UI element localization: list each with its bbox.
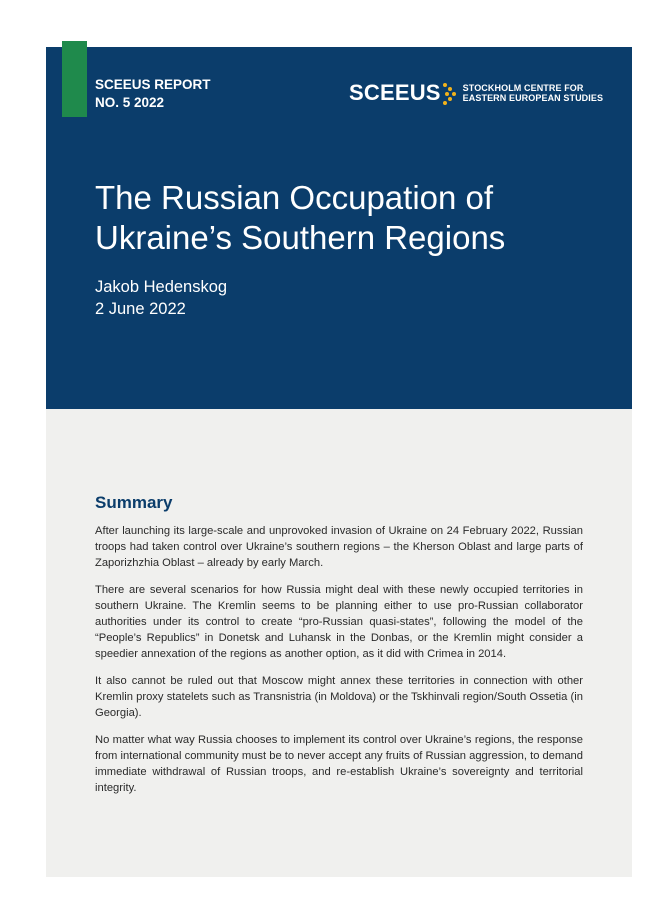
report-series: SCEEUS REPORT: [95, 77, 211, 92]
summary-paragraph: It also cannot be ruled out that Moscow might annex these territories in connection with other Kremlin proxy statelets such as Transnistria (in Moldova) or the Tskhinvali region/South Ossetia (in Georgia).: [95, 675, 583, 719]
logo-subtitle-line-1: STOCKHOLM CENTRE FOR: [462, 83, 584, 93]
summary-body: [95, 523, 583, 807]
publication-date: 2 June 2022: [95, 300, 186, 318]
logo-subtitle: [463, 83, 603, 103]
accent-tab: [62, 41, 87, 117]
summary-heading: Summary: [95, 493, 173, 512]
logo-dots-icon: [443, 81, 457, 105]
summary-paragraph: After launching its large-scale and unprovoked invasion of Ukraine on 24 February 2022, Russian troops had taken control over Ukraine’s southern regions – the Kherson Oblast and large parts of Zaporizhzhia Oblast – already by early March.: [95, 525, 583, 569]
report-meta: [95, 276, 227, 320]
author-name: Jakob Hedenskog: [95, 278, 228, 296]
summary-paragraph: There are several scenarios for how Russia might deal with these newly occupied territories in southern Ukraine. The Kremlin seems to be planning either to use pro-Russian collaborator authorities under its control to create “pro-Russian quasi-states”, following the model of the “People’s Republics” in Donetsk and Luhansk in the Donbas, or the Kremlin might consider a speedier annexation of the regions as another option, as it did with Crimea in 2014.: [95, 584, 583, 660]
sceeus-logo: [349, 78, 603, 108]
logo-subtitle-line-2: EASTERN EUROPEAN STUDIES: [462, 93, 604, 103]
report-label: [95, 76, 211, 112]
summary-paragraph: No matter what way Russia chooses to implement its control over Ukraine’s regions, the response from international community must be to never accept any fruits of Russian aggression, to demand immediate withdrawal of Russian troops, and re-establish Ukraine’s sovereignty and territorial integrity.: [95, 734, 583, 794]
report-title: The Russian Occupation of Ukraine’s Southern Regions: [95, 179, 506, 256]
report-number: NO. 5 2022: [95, 95, 165, 110]
logo-wordmark: SCEEUS: [349, 80, 441, 105]
